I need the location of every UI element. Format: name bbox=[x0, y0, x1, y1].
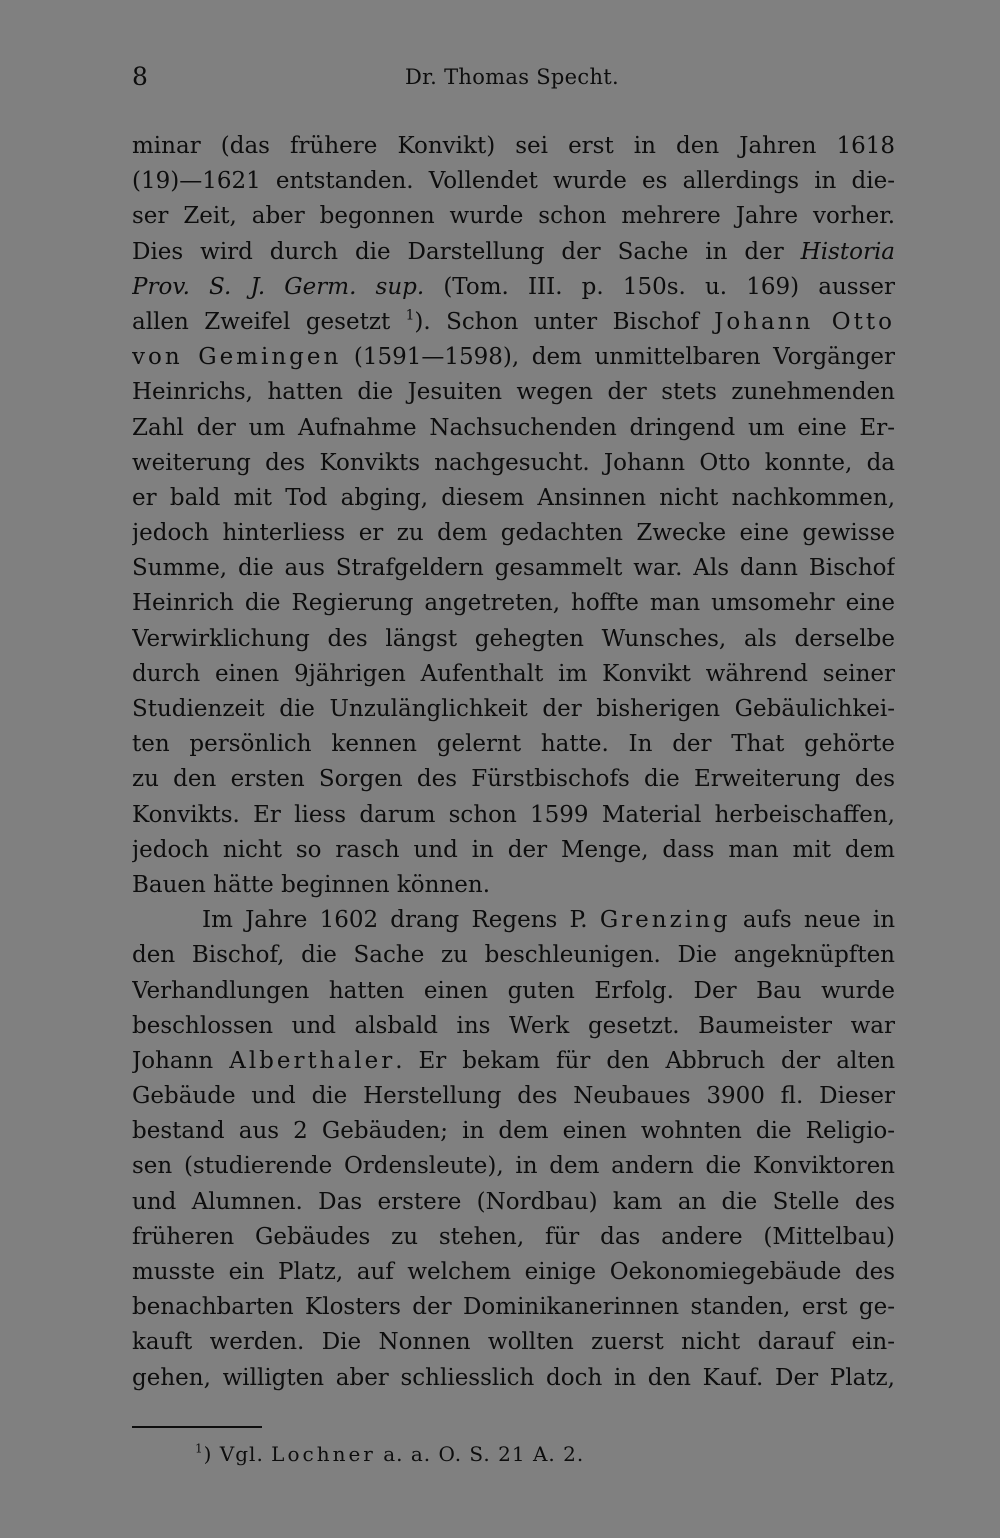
line-text: . Er bekam für den Abbruch der alten bbox=[395, 1047, 895, 1074]
line-text: (Tom. III. p. 150s. u. 169) ausser bbox=[443, 273, 895, 300]
text-line: er bald mit Tod abging, diesem Ansinnen nicht nachkommen, bbox=[132, 484, 895, 511]
text-line: Verwirklichung des längst gehegten Wunsches, als derselbe bbox=[132, 625, 895, 652]
line-text: allen Zweifel gesetzt bbox=[132, 308, 391, 335]
text-line: kauft werden. Die Nonnen wollten zuerst nicht darauf ein- bbox=[132, 1329, 895, 1356]
spaced-name: von Gemingen bbox=[132, 344, 342, 371]
footnote-marker: 1 bbox=[405, 307, 415, 324]
text-line: Heinrich die Regierung angetreten, hoffte man umsomehr eine bbox=[132, 590, 895, 617]
spaced-name: Johann Otto bbox=[714, 308, 895, 335]
text-line bbox=[132, 903, 895, 938]
running-head: Dr. Thomas Specht. bbox=[404, 65, 620, 89]
spaced-name: Alberthaler bbox=[229, 1047, 396, 1074]
text-line: (19)—1621 entstanden. Vollendet wurde es allerdings in die- bbox=[132, 168, 895, 195]
line-text: Im Jahre 1602 drang Regens P. bbox=[202, 907, 588, 934]
text-line: Summe, die aus Strafgeldern gesammelt war. Als dann Bischof bbox=[132, 555, 895, 582]
text-line: Konvikts. Er liess darum schon 1599 Material herbeischaffen, bbox=[132, 801, 895, 828]
line-text: Dies wird durch die Darstellung der Sache in der bbox=[132, 238, 784, 265]
text-line bbox=[132, 340, 895, 375]
footnote-marker: 1 bbox=[195, 1441, 204, 1456]
body-text bbox=[132, 129, 895, 1396]
page-header bbox=[132, 62, 892, 102]
footnote-rule bbox=[132, 1426, 262, 1428]
text-line: den Bischof, die Sache zu beschleunigen. Die angeknüpften bbox=[132, 942, 895, 969]
line-text: Johann bbox=[132, 1047, 214, 1074]
text-line: früheren Gebäudes zu stehen, für das andere (Mittelbau) bbox=[132, 1223, 895, 1250]
text-line: ten persönlich kennen gelernt hatte. In der That gehörte bbox=[132, 731, 895, 758]
text-line: minar (das frühere Konvikt) sei erst in den Jahren 1618 bbox=[132, 133, 895, 159]
text-line: weiterung des Konvikts nachgesucht. Johann Otto konnte, da bbox=[132, 449, 895, 476]
text-line bbox=[132, 235, 895, 270]
text-line bbox=[132, 1044, 895, 1079]
text-line: jedoch nicht so rasch und in der Menge, dass man mit dem bbox=[132, 836, 895, 863]
text-line: benachbarten Klosters der Dominikanerinnen standen, erst ge- bbox=[132, 1294, 895, 1321]
text-line: beschlossen und alsbald ins Werk gesetzt. Baumeister war bbox=[132, 1012, 895, 1039]
footnote-reference: a. a. O. S. 21 A. 2. bbox=[383, 1442, 585, 1466]
line-text: (1591—1598), dem unmittelbaren Vorgänger bbox=[353, 344, 895, 371]
line-text: aufs neue in bbox=[742, 907, 895, 934]
spaced-name: Grenzing bbox=[599, 907, 731, 934]
italic-title: Prov. S. J. Germ. sup. bbox=[132, 273, 425, 300]
text-line: Zahl der um Aufnahme Nachsuchenden dringend um eine Er- bbox=[132, 414, 895, 441]
italic-title: Historia bbox=[800, 238, 895, 265]
text-line: sen (studierende Ordensleute), in dem andern die Konviktoren bbox=[132, 1153, 895, 1180]
text-line: durch einen 9jährigen Aufenthalt im Konvikt während seiner bbox=[132, 660, 895, 687]
text-line: Bauen hätte beginnen können. bbox=[132, 871, 491, 898]
text-line: Gebäude und die Herstellung des Neubaues 3900 fl. Dieser bbox=[132, 1083, 895, 1110]
footnote bbox=[195, 1442, 584, 1466]
line-text: ). Schon unter Bischof bbox=[414, 308, 699, 335]
footnote-text: ) Vgl. bbox=[203, 1442, 264, 1466]
text-line: Studienzeit die Unzulänglichkeit der bisherigen Gebäulichkei- bbox=[132, 696, 895, 722]
text-line: gehen, willigten aber schliesslich doch in den Kauf. Der Platz, bbox=[132, 1364, 895, 1391]
text-line: musste ein Platz, auf welchem einige Oekonomiegebäude des bbox=[132, 1259, 895, 1285]
text-line: zu den ersten Sorgen des Fürstbischofs die Erweiterung des bbox=[132, 766, 895, 793]
text-line bbox=[132, 305, 895, 340]
spaced-name: Lochner bbox=[271, 1442, 376, 1466]
text-line bbox=[132, 270, 895, 305]
page-number: 8 bbox=[132, 62, 148, 91]
text-line: ser Zeit, aber begonnen wurde schon mehrere Jahre vorher. bbox=[132, 203, 895, 230]
text-line: Verhandlungen hatten einen guten Erfolg. Der Bau wurde bbox=[132, 977, 895, 1004]
text-line: bestand aus 2 Gebäuden; in dem einen wohnten die Religio- bbox=[132, 1118, 895, 1145]
text-line: Heinrichs, hatten die Jesuiten wegen der stets zunehmenden bbox=[132, 379, 895, 406]
text-line: und Alumnen. Das erstere (Nordbau) kam an die Stelle des bbox=[132, 1188, 895, 1215]
text-line: jedoch hinterliess er zu dem gedachten Zwecke eine gewisse bbox=[132, 520, 895, 547]
